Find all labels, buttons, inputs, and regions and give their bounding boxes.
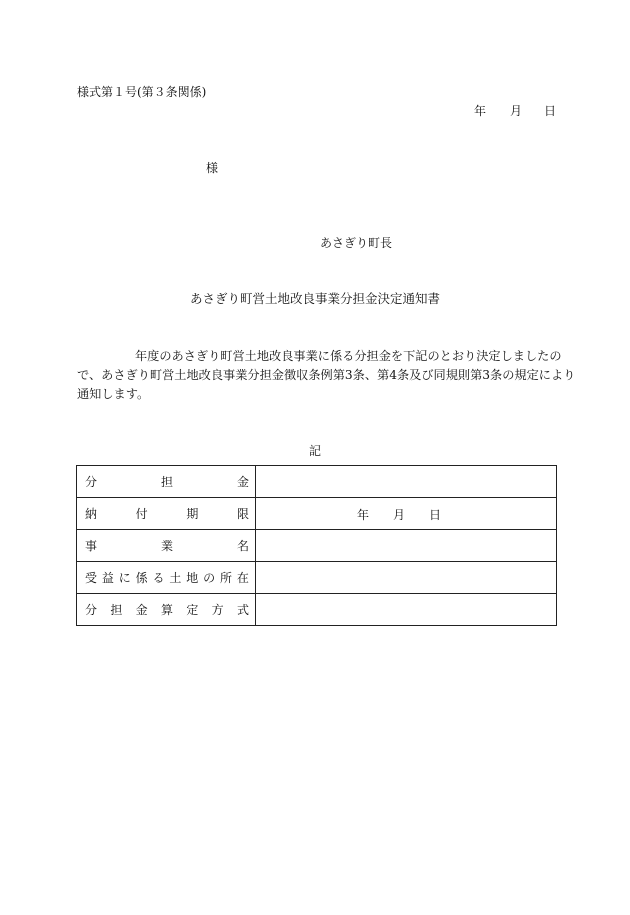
date-month-label: 月: [510, 104, 523, 118]
table-row: [77, 466, 557, 498]
ki-heading: 記: [308, 444, 321, 458]
deadline-month-label: 月: [393, 507, 406, 522]
value-calculation-method: [256, 594, 557, 626]
label-land-location: 受 益 に 係 る 土 地 の 所 在: [77, 562, 256, 594]
table-row: [77, 594, 557, 626]
document-title: あさぎり町営土地改良事業分担金決定通知書: [189, 291, 440, 306]
value-burden-amount: [256, 466, 557, 498]
table-row: [77, 530, 557, 562]
label-payment-deadline: 納 付 期 限: [77, 498, 256, 530]
table-row: [77, 498, 557, 530]
label-project-name: 事 業 名: [77, 530, 256, 562]
value-land-location: [256, 562, 557, 594]
recipient-honorific: 様: [206, 161, 219, 175]
date-day-label: 日: [544, 104, 557, 118]
detail-table: [76, 465, 557, 626]
deadline-day-label: 日: [429, 507, 442, 522]
issuer-name: あさぎり町長: [320, 236, 393, 250]
label-calculation-method: 分 担 金 算 定 方 式: [77, 594, 256, 626]
body-line-1: 年度のあさぎり町営土地改良事業に係る分担金を下記のとおり決定しましたの: [135, 349, 562, 363]
form-number: 様式第１号(第３条関係): [77, 85, 207, 99]
label-burden-amount: 分 担 金: [77, 466, 256, 498]
body-line-3: 通知します。: [77, 387, 150, 401]
value-payment-deadline: [256, 498, 557, 530]
date-year-label: 年: [474, 104, 487, 118]
body-paragraph: [77, 347, 576, 404]
body-line-2: で、あさぎり町営土地改良事業分担金徴収条例第3条、第4条及び同規則第3条の規定により: [77, 368, 576, 382]
value-project-name: [256, 530, 557, 562]
deadline-year-label: 年: [357, 507, 370, 522]
table-row: [77, 562, 557, 594]
